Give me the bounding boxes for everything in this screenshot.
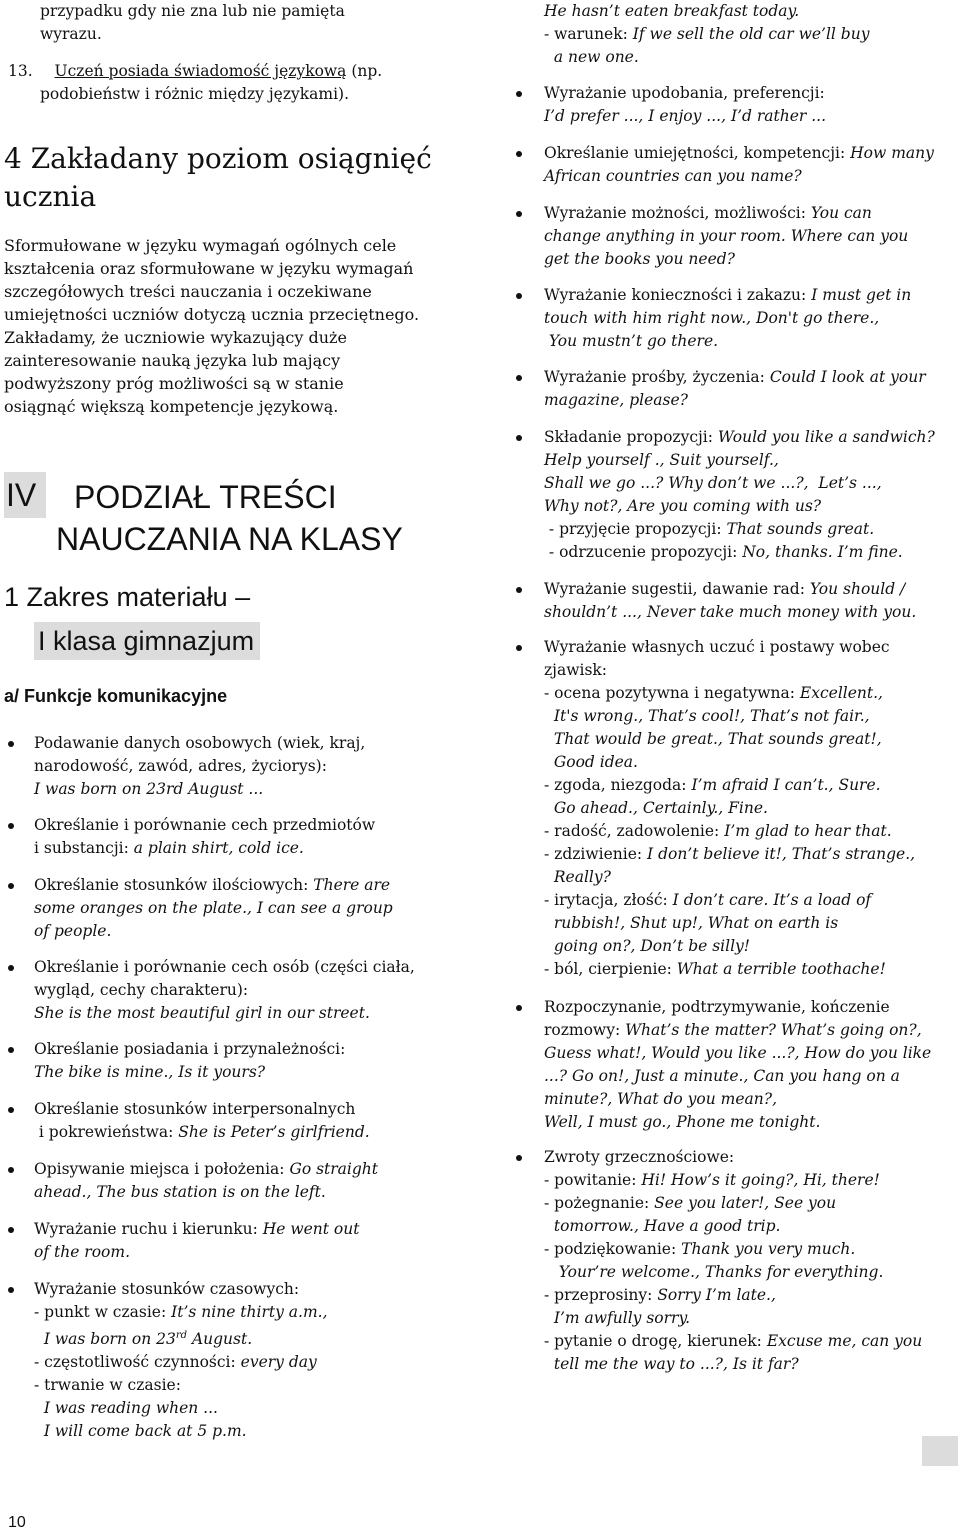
bullet-line [544, 82, 826, 105]
bullet-line [34, 732, 365, 755]
line-example-text: How many [850, 144, 934, 162]
bullet-line [34, 1241, 359, 1264]
line-plain-text: Opisywanie miejsca i położenia: [34, 1160, 290, 1178]
bullet-line [544, 472, 935, 495]
line-example-text: I will come back at 5 p.m. [34, 1422, 247, 1441]
item-13-line2: podobieństw i różnic między językami). [40, 85, 350, 103]
bullet-item [544, 1146, 922, 1376]
bullet-dot [516, 375, 522, 381]
bullet-item [34, 1098, 370, 1144]
line-plain-text: Wyrażanie sugestii, dawanie rad: [544, 580, 810, 598]
line-plain-text: Wyrażanie ruchu i kierunku: [34, 1220, 263, 1238]
bullet-dot [516, 293, 522, 299]
bullet-line [544, 601, 916, 624]
line-example-text: of the room. [34, 1243, 131, 1261]
line-example-text: Go straight [289, 1160, 379, 1178]
bullet-line [34, 1351, 328, 1374]
bullet-line [544, 1215, 922, 1238]
bullet-item [544, 284, 911, 353]
bullet-line [544, 843, 915, 866]
para-line: Sformułowane w języku wymagań ogólnych cele [4, 236, 397, 255]
line-example-text: every day [240, 1353, 317, 1372]
bullet-item [34, 732, 365, 801]
bullet-line [34, 1061, 345, 1084]
bullet-dot [8, 823, 14, 829]
bullet-line [34, 1181, 378, 1204]
list-item-13 [8, 60, 382, 106]
text-line: wyrazu. [40, 25, 102, 43]
bullet-line [544, 284, 911, 307]
bullet-line [34, 1121, 370, 1144]
line-example-text: Would you like a sandwich? [717, 428, 935, 446]
line-example-text: I don’t believe it!, That’s strange., [647, 845, 916, 863]
corner-marker [922, 1436, 958, 1466]
line-plain-text: - pytanie o drogę, kierunek: [544, 1332, 767, 1350]
line-plain-text: Określanie i porównanie cech przedmiotów [34, 816, 376, 834]
line-example-text: I don’t care. It’s a load of [672, 891, 872, 909]
line-example-text: ...? Go on!, Just a minute., Can you hang on a [544, 1067, 900, 1085]
bullet-dot [8, 965, 14, 971]
para-line: szczegółowych treści nauczania i oczekiwane [4, 282, 372, 301]
bullet-line [544, 996, 931, 1019]
page-number: 10 [8, 1514, 26, 1531]
line-example-text: What a terrible toothache! [676, 960, 886, 978]
line-example-text: I was born on 23rd August ... [34, 780, 264, 798]
bullet-line [544, 1307, 922, 1330]
bullet-line [34, 920, 393, 943]
bullet-line [544, 889, 915, 912]
bullet-line [544, 728, 915, 751]
line-plain-text: Wyrażanie możności, możliwości: [544, 204, 811, 222]
line-example-text: She is the most beautiful girl in our street. [34, 1004, 370, 1022]
text-line: - warunek: If we sell the old car we’ll buy [544, 25, 870, 43]
bullet-item [544, 426, 935, 564]
line-example-text: The bike is mine., Is it yours? [34, 1063, 266, 1081]
functions-heading: a/ Funkcje komunikacyjne [4, 686, 228, 706]
bullet-item [34, 1158, 378, 1204]
bullet-line [544, 1330, 922, 1353]
bullet-dot [516, 645, 522, 651]
line-example-text: There are [313, 876, 391, 894]
bullet-line [544, 165, 934, 188]
sub-heading: 1 Zakres materiału – [4, 582, 251, 612]
line-plain-text: - przyjęcie propozycji: [544, 520, 727, 538]
bullet-line [34, 755, 365, 778]
line-plain-text: - przeprosiny: [544, 1286, 658, 1304]
section-title-line: PODZIAŁ TREŚCI [74, 479, 337, 515]
line-plain-text: zjawisk: [544, 661, 608, 679]
bullet-dot [516, 151, 522, 157]
line-plain-text: - irytacja, złość: [544, 891, 673, 909]
bullet-dot [516, 587, 522, 593]
bullet-line [544, 202, 908, 225]
left-top-continuation [40, 0, 345, 46]
line-example-text: Go ahead., Certainly., Fine. [544, 799, 768, 817]
line-example-text: Really? [544, 868, 611, 886]
section-title [56, 476, 403, 560]
text-line: a new one. [544, 48, 639, 66]
line-plain-text: i substancji: [34, 839, 134, 857]
line-plain-text: Zwroty grzecznościowe: [544, 1148, 735, 1166]
line-example-text: Help yourself ., Suit yourself., [544, 451, 779, 469]
line-example-text: I’m awfully sorry. [544, 1309, 691, 1327]
line-example-text: That sounds great. [726, 520, 875, 538]
bullet-item [34, 1038, 345, 1084]
bullet-line [544, 1065, 931, 1088]
line-example-text: Guess what!, Would you like ...?, How do you like [544, 1044, 932, 1062]
bullet-line [34, 1324, 328, 1351]
bullet-line [544, 449, 935, 472]
bullet-line [544, 307, 911, 330]
para-line: podwyższony próg możliwości są w stanie [4, 374, 344, 393]
para-line: Zakładamy, że uczniowie wykazujący duże [4, 328, 347, 347]
bullet-dot [516, 91, 522, 97]
line-example-text: get the books you need? [544, 250, 735, 268]
bullet-line [544, 958, 915, 981]
bullet-item [34, 956, 415, 1025]
para-line: zainteresowanie nauką języka lub mający [4, 351, 341, 370]
bullet-line [544, 1284, 922, 1307]
bullet-line [34, 1218, 359, 1241]
bullet-line [34, 1002, 415, 1025]
bullet-line [544, 330, 911, 353]
bullet-item [34, 1218, 359, 1264]
bullet-line [544, 935, 915, 958]
bullet-line [544, 820, 915, 843]
line-plain-text: i pokrewieństwa: [34, 1123, 179, 1141]
line-plain-text: Podawanie danych osobowych (wiek, kraj, [34, 734, 366, 752]
bullet-item [34, 814, 375, 860]
bullet-line [544, 518, 935, 541]
bullet-line [544, 682, 915, 705]
line-plain-text: Wyrażanie własnych uczuć i postawy wobec [544, 638, 890, 656]
bullet-line [544, 366, 926, 389]
bullet-line [544, 389, 926, 412]
line-example-text: What’s the matter? What’s going on?, [625, 1021, 922, 1039]
right-top-continuation [544, 0, 869, 69]
line-example-text: rubbish!, Shut up!, What on earth is [544, 914, 839, 932]
bullet-dot [516, 435, 522, 441]
bullet-line [34, 1038, 345, 1061]
bullet-dot [8, 883, 14, 889]
bullet-item [544, 202, 908, 271]
line-example-text: Hi! How’s it going?, Hi, there! [641, 1171, 880, 1189]
bullet-dot [8, 1047, 14, 1053]
line-example-text: African countries can you name? [544, 167, 802, 185]
line-example-text: I’d prefer ..., I enjoy ..., I’d rather ... [544, 107, 826, 125]
line-example-text: of people. [34, 922, 112, 940]
line-plain-text: Wyrażanie konieczności i zakazu: [544, 286, 812, 304]
bullet-line [544, 1353, 922, 1376]
line-example-text: You can [810, 204, 872, 222]
bullet-line [544, 1169, 922, 1192]
line-plain-text: Wyrażanie upodobania, preferencji: [544, 84, 825, 102]
line-example-text: tell me the way to ...?, Is it far? [544, 1355, 799, 1373]
bullet-line [544, 225, 908, 248]
bullet-dot [8, 741, 14, 747]
line-example-text: She is Peter’s girlfriend. [178, 1123, 370, 1141]
line-example-text: a plain shirt, cold ice. [133, 839, 304, 857]
line-example-text: See you later!, See you [654, 1194, 837, 1212]
line-plain-text: - punkt w czasie: [34, 1303, 172, 1321]
line-example-text: going on?, Don’t be silly! [544, 937, 751, 955]
line-plain-text: - odrzucenie propozycji: [544, 543, 743, 561]
line-plain-text: - podziękowanie: [544, 1240, 682, 1258]
bullet-line [34, 956, 415, 979]
line-plain-text: - ból, cierpienie: [544, 960, 677, 978]
achievement-paragraph [4, 234, 419, 418]
bullet-line [34, 814, 375, 837]
line-example-text: some oranges on the plate., I can see a group [34, 899, 393, 917]
bullet-line [544, 866, 915, 889]
bullet-line [544, 1261, 922, 1284]
bullet-line [34, 837, 375, 860]
bullet-line [34, 1158, 378, 1181]
bullet-item [544, 142, 934, 188]
line-example-text: I’m glad to hear that. [724, 822, 892, 840]
para-line: osiągnąć większą kompetencje językową. [4, 397, 339, 416]
line-example-text: You mustn’t go there. [544, 332, 719, 350]
line-example-text: Shall we go ...? Why don’t we ...?, Let’s ..., [544, 474, 882, 492]
bullet-line [544, 705, 915, 728]
bullet-dot [8, 1167, 14, 1173]
section-number-box: IV [4, 472, 46, 518]
bullet-item [544, 366, 926, 412]
text-line: He hasn’t eaten breakfast today. [544, 2, 800, 20]
bullet-line [544, 1192, 922, 1215]
bullet-line [544, 751, 915, 774]
bullet-line [544, 495, 935, 518]
bullet-item [34, 1278, 328, 1443]
line-plain-text: - ocena pozytywna i negatywna: [544, 684, 800, 702]
bullet-line [544, 541, 935, 564]
bullet-line [544, 797, 915, 820]
bullet-dot [516, 1005, 522, 1011]
line-plain-text: Określanie i porównanie cech osób (części ciała, [34, 958, 415, 976]
line-example-text: tomorrow., Have a good trip. [544, 1217, 781, 1235]
line-plain-text: Określanie posiadania i przynależności: [34, 1040, 346, 1058]
line-example-text: Excuse me, can you [766, 1332, 923, 1350]
line-example-text: magazine, please? [544, 391, 688, 409]
heading-line: 4 Zakładany poziom osiągnięć [4, 142, 432, 175]
line-plain-text: Określanie umiejętności, kompetencji: [544, 144, 851, 162]
item-13-line [8, 60, 382, 83]
bullet-line [544, 1238, 922, 1261]
line-example-text: Sorry I’m late., [657, 1286, 776, 1304]
line-example-text: shouldn’t ..., Never take much money with you. [544, 603, 917, 621]
line-plain-text: - trwanie w czasie: [34, 1376, 181, 1395]
bullet-item [544, 578, 916, 624]
bullet-line [544, 248, 908, 271]
line-example-text: No, thanks. I’m fine. [742, 543, 903, 561]
item-13-bold: Uczeń posiada świadomość językową [54, 62, 347, 80]
line-example-text: Well, I must go., Phone me tonight. [544, 1113, 821, 1131]
bullet-line [544, 659, 915, 682]
text-line: przypadku gdy nie zna lub nie pamięta [40, 2, 345, 20]
line-example-text: He went out [262, 1220, 360, 1238]
bullet-line [34, 897, 393, 920]
line-plain-text: wygląd, cechy charakteru): [34, 981, 249, 999]
bullet-line [34, 1420, 328, 1443]
bullet-line [544, 912, 915, 935]
bullet-line [544, 774, 915, 797]
line-plain-text: - radość, zadowolenie: [544, 822, 725, 840]
bullet-line [34, 1374, 328, 1397]
bullet-line [544, 578, 916, 601]
line-plain-text: narodowość, zawód, adres, życiorys): [34, 757, 327, 775]
bullet-line [544, 636, 915, 659]
item-13-rest: (np. [346, 62, 383, 80]
bullet-line [544, 1019, 931, 1042]
bullet-item [544, 996, 931, 1134]
bullet-line [544, 1042, 931, 1065]
heading-line: ucznia [4, 180, 97, 213]
para-line: kształcenia oraz sformułowane w języku wymagań [4, 259, 414, 278]
line-example-text: You should / [809, 580, 906, 598]
line-plain-text: - zdziwienie: [544, 845, 648, 863]
bullet-item [544, 636, 915, 981]
line-example-text: Good idea. [544, 753, 638, 771]
line-plain-text: rozmowy: [544, 1021, 626, 1039]
bullet-line [544, 426, 935, 449]
line-example-text: touch with him right now., Don't go there., [544, 309, 880, 327]
bullet-line [34, 1301, 328, 1324]
line-plain-text: - częstotliwość czynności: [34, 1353, 241, 1372]
line-example-text: I’m afraid I can’t., Sure. [691, 776, 881, 794]
para-line: umiejętności uczniów dotyczą ucznia przeciętnego. [4, 305, 420, 324]
bullet-line [34, 778, 365, 801]
line-example-text: That would be great., That sounds great!, [544, 730, 882, 748]
bullet-dot [8, 1227, 14, 1233]
line-example-text: Could I look at your [769, 368, 926, 386]
class-label: I klasa gimnazjum [34, 622, 260, 660]
bullet-line [544, 105, 826, 128]
bullet-item [34, 874, 393, 943]
line-example-text: Your’re welcome., Thanks for everything. [544, 1263, 884, 1281]
line-example-text: ahead., The bus station is on the left. [34, 1183, 326, 1201]
line-example-text: I was born on 23rd August. [34, 1330, 253, 1349]
item-number: 13. [8, 62, 33, 80]
line-plain-text: - zgoda, niezgoda: [544, 776, 692, 794]
bullet-dot [516, 1155, 522, 1161]
line-example-text: It's wrong., That’s cool!, That’s not fair., [544, 707, 870, 725]
line-example-text: minute?, What do you mean?, [544, 1090, 778, 1108]
bullet-line [34, 1098, 370, 1121]
bullet-line [544, 1146, 922, 1169]
line-plain-text: Określanie stosunków interpersonalnych [34, 1100, 356, 1118]
bullet-line [34, 1278, 328, 1301]
section-title-line: NAUCZANIA NA KLASY [56, 521, 403, 557]
bullet-dot [8, 1287, 14, 1293]
line-plain-text: - powitanie: [544, 1171, 642, 1189]
line-example-text: I was reading when ... [34, 1399, 218, 1418]
bullet-line [544, 142, 934, 165]
heading-achievement-level [4, 140, 432, 216]
line-example-text: I must get in [811, 286, 912, 304]
bullet-line [544, 1088, 931, 1111]
line-example-text: change anything in your room. Where can you [544, 227, 909, 245]
line-example-text: It’s nine thirty a.m., [171, 1303, 328, 1321]
bullet-line [34, 1397, 328, 1420]
line-plain-text: Wyrażanie stosunków czasowych: [34, 1280, 300, 1298]
line-plain-text: - pożegnanie: [544, 1194, 655, 1212]
line-plain-text: Określanie stosunków ilościowych: [34, 876, 314, 894]
line-example-text: Excellent., [799, 684, 883, 702]
line-plain-text: Wyrażanie prośby, życzenia: [544, 368, 770, 386]
line-plain-text: Rozpoczynanie, podtrzymywanie, kończenie [544, 998, 890, 1016]
bullet-line [34, 979, 415, 1002]
line-plain-text: Składanie propozycji: [544, 428, 718, 446]
bullet-line [544, 1111, 931, 1134]
line-example-text: Thank you very much. [681, 1240, 856, 1258]
bullet-item [544, 82, 826, 128]
bullet-dot [8, 1107, 14, 1113]
line-example-text: Why not?, Are you coming with us? [544, 497, 822, 515]
bullet-dot [516, 211, 522, 217]
bullet-line [34, 874, 393, 897]
